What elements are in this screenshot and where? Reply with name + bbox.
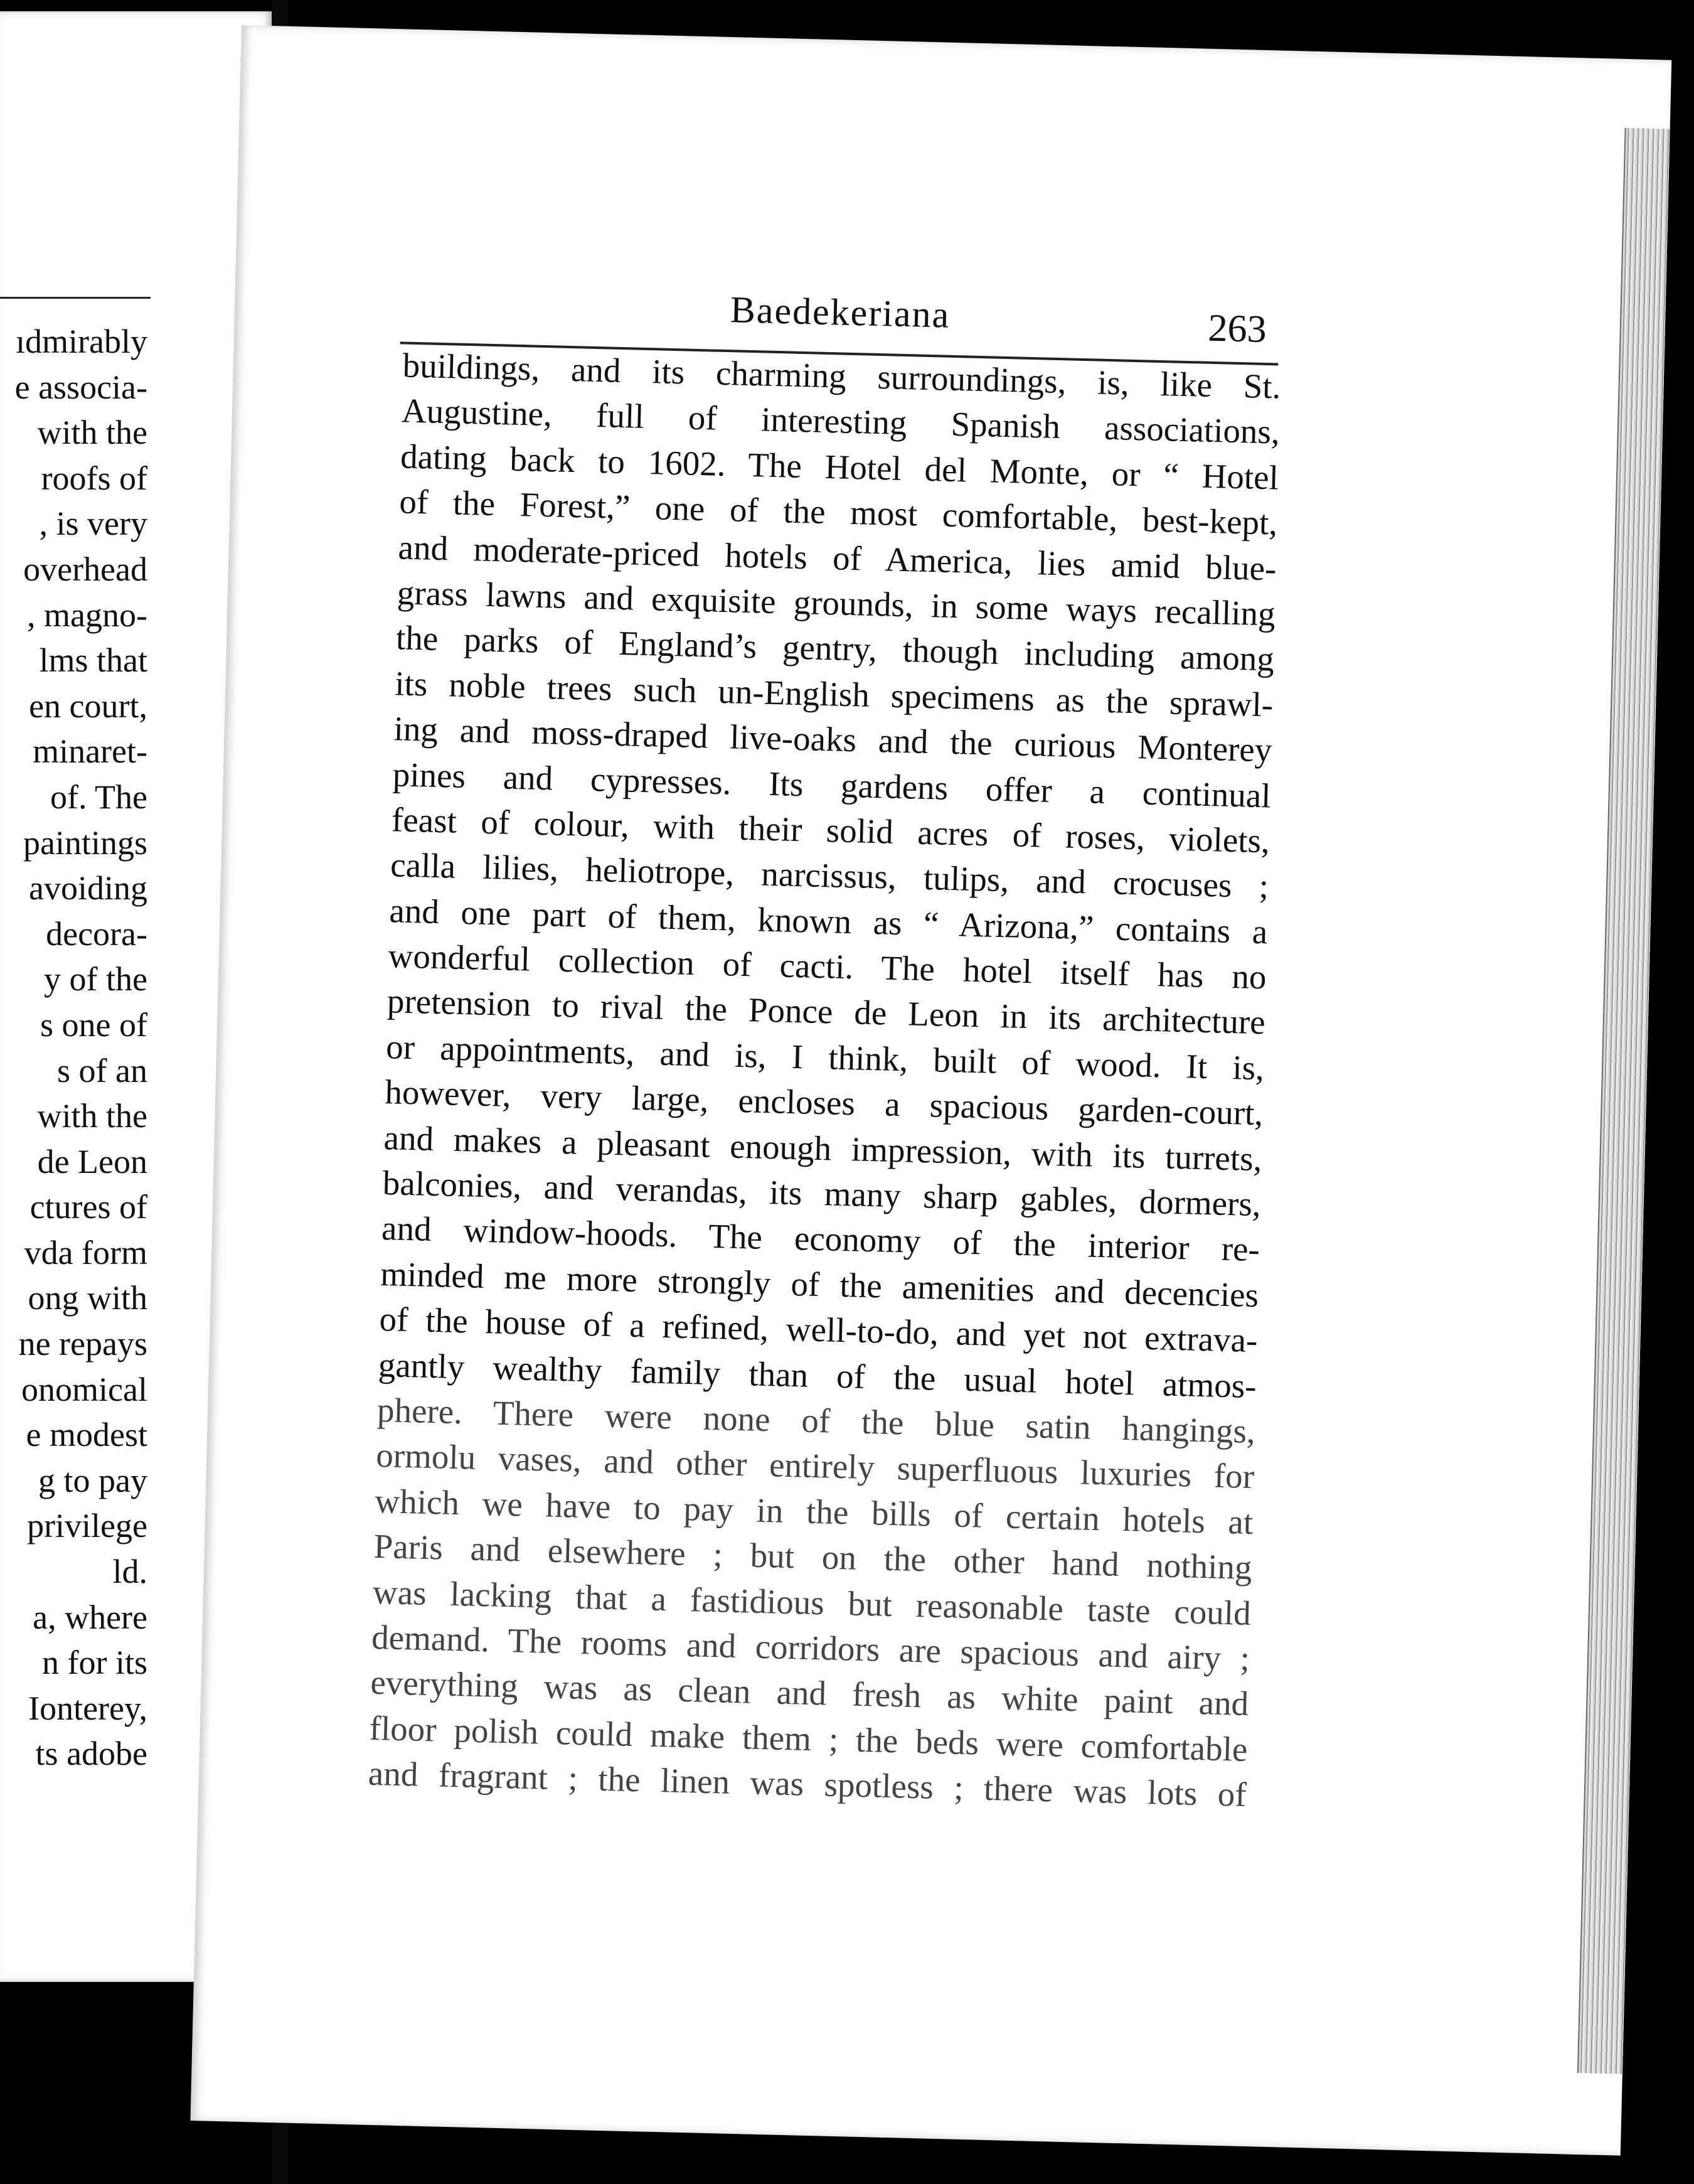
text-line: calla lilies, heliotrope, narcissus, tulips, and crocuses ; (390, 845, 1269, 906)
text-line: ctures of (29, 1188, 147, 1226)
text-line: lms that (39, 641, 147, 680)
text-line: n for its (42, 1644, 147, 1682)
text-line: Ionterey, (28, 1689, 147, 1727)
text-line: avoiding (29, 869, 147, 907)
text-line: ne repays (18, 1325, 147, 1363)
right-page (190, 25, 1671, 2156)
text-line: phere. There were none of the blue satin hangings, (376, 1390, 1256, 1451)
text-line: and moderate-priced hotels of America, lies amid blue- (398, 527, 1277, 588)
text-line: dating back to 1602. The Hotel del Monte, or “ Hotel (400, 437, 1279, 497)
text-line: demand. The rooms and corridors are spacious and airy ; (371, 1617, 1250, 1678)
text-line: minaret- (33, 732, 147, 771)
text-line: and one part of them, known as “ Arizona,” contains a (388, 891, 1268, 951)
text-line: e associa- (14, 368, 147, 406)
text-line: onomical (21, 1370, 147, 1408)
text-line: however, very large, encloses a spacious garden-court, (384, 1073, 1264, 1133)
text-line: ormolu vases, and other entirely superfluous luxuries for (375, 1436, 1255, 1496)
text-line: en court, (29, 687, 147, 725)
text-line: everything was as clean and fresh as white paint and (370, 1663, 1249, 1723)
page-number: 263 (1207, 306, 1267, 351)
text-line: its noble trees such un-English specimens as the sprawl- (394, 664, 1274, 724)
text-line: of the Forest,” one of the most comfortable, best-kept, (398, 482, 1278, 542)
text-line: Paris and elsewhere ; but on the other hand nothing (373, 1527, 1253, 1587)
text-line: with the (37, 414, 147, 452)
text-line: or appointments, and is, I think, built of wood. It is, (385, 1027, 1265, 1088)
text-line: and fragrant ; the linen was spotless ; there was lots of (368, 1753, 1247, 1814)
text-line: , magno- (27, 596, 147, 634)
text-line: ıdmirably (16, 323, 147, 360)
text-line: pretension to rival the Ponce de Leon in its architecture (386, 982, 1266, 1042)
text-line: floor polish could make them ; the beds were comfortable (369, 1708, 1249, 1769)
text-line: with the (37, 1097, 147, 1135)
text-line: and makes a pleasant enough impression, with its turrets, (383, 1118, 1263, 1178)
text-line: ing and moss-draped live-oaks and the curious Monterey (393, 709, 1273, 769)
text-line: balconies, and verandas, its many sharp gables, dormers, (382, 1164, 1262, 1224)
text-line: vda form (24, 1233, 147, 1271)
left-page-header-rule (0, 297, 151, 299)
text-line: decora- (46, 914, 147, 953)
text-line: y of the (44, 960, 147, 998)
text-line: of. The (50, 778, 147, 816)
text-line: ld. (112, 1553, 147, 1591)
text-line: gantly wealthy family than of the usual hotel atmos- (378, 1345, 1257, 1405)
text-line: a, where (33, 1598, 147, 1636)
text-line: g to pay (38, 1461, 147, 1499)
text-line: paintings (23, 823, 147, 862)
text-line: ts adobe (35, 1735, 147, 1773)
running-title: Baedekeriana (730, 289, 951, 336)
text-line: buildings, and its charming surroundings, is, like St. (402, 346, 1282, 406)
text-line: minded me more strongly of the amenities and decencies (380, 1254, 1259, 1315)
text-line: of the house of a refined, well-to-do, and yet not extrava- (378, 1300, 1259, 1360)
text-line: roofs of (41, 459, 147, 497)
text-line: de Leon (37, 1142, 147, 1180)
body-text (368, 343, 1281, 1817)
page-edges (1577, 128, 1670, 2074)
text-line: and window-hoods. The economy of the interior re- (381, 1209, 1260, 1269)
text-line: s of an (57, 1051, 147, 1089)
text-line: the parks of England’s gentry, though including among (395, 618, 1275, 678)
text-line: Augustine, full of interesting Spanish associations, (401, 391, 1281, 452)
text-line: , is very (39, 505, 147, 543)
text-line: ong with (28, 1279, 147, 1317)
text-line: which we have to pay in the bills of certain hotels at (374, 1481, 1254, 1541)
text-line: feast of colour, with their solid acres of roses, violets, (391, 800, 1270, 860)
text-line: pines and cypresses. Its gardens offer a continual (392, 754, 1272, 815)
text-line: privilege (27, 1507, 147, 1545)
text-line: wonderful collection of cacti. The hotel itself has no (388, 936, 1267, 997)
text-line: grass lawns and exquisite grounds, in some ways recalling (397, 573, 1276, 633)
left-page-text (15, 319, 147, 1777)
text-line: s one of (40, 1005, 147, 1044)
text-line: e modest (26, 1416, 147, 1454)
text-line: was lacking that a fastidious but reasonable taste could (372, 1572, 1252, 1632)
text-line: overhead (23, 550, 147, 588)
